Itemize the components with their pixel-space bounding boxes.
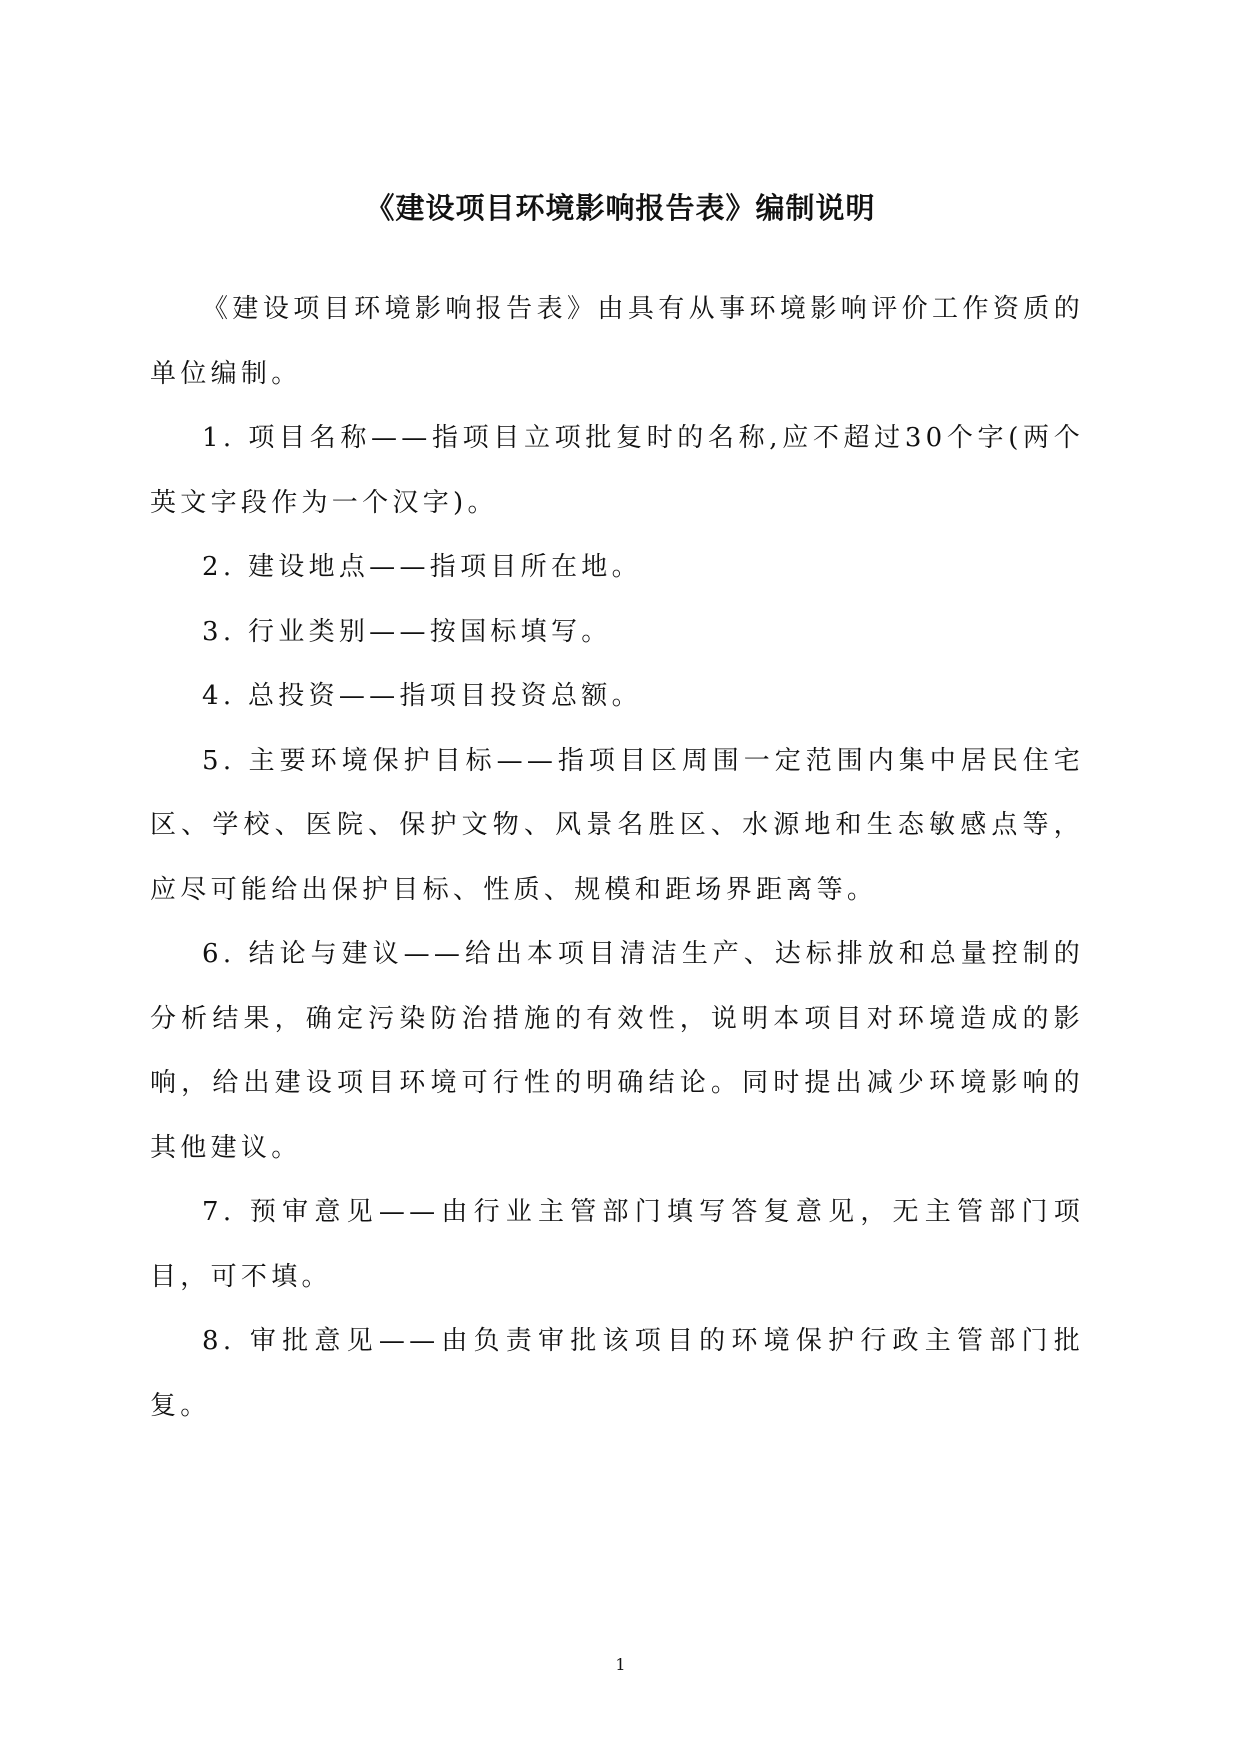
item-conclusions: 6. 结论与建议——给出本项目清洁生产、达标排放和总量控制的分析结果，确定污染防治措施的有效性，说明本项目对环境造成的影响，给出建设项目环境可行性的明确结论。同时提出减少环境影响的其他建议。 xyxy=(150,939,1084,1163)
document-body xyxy=(150,277,1084,1438)
item-industry-category: 3. 行业类别——按国标填写。 xyxy=(202,616,612,647)
page-number: 1 xyxy=(615,1655,626,1674)
item-protection-targets: 5. 主要环境保护目标——指项目区周围一定范围内集中居民住宅区、学校、医院、保护文物、风景名胜区、水源地和生态敏感点等，应尽可能给出保护目标、性质、规模和距场界距离等。 xyxy=(150,745,1084,905)
item-pre-review-opinion: 7. 预审意见——由行业主管部门填写答复意见，无主管部门项目，可不填。 xyxy=(150,1197,1084,1292)
item-construction-site: 2. 建设地点——指项目所在地。 xyxy=(202,552,642,582)
document-title: 《建设项目环境影响报告表》编制说明 xyxy=(365,191,876,225)
item-total-investment: 4. 总投资——指项目投资总额。 xyxy=(202,681,642,711)
intro-paragraph: 《建设项目环境影响报告表》由具有从事环境影响评价工作资质的单位编制。 xyxy=(150,294,1084,389)
item-approval-opinion: 8. 审批意见——由负责审批该项目的环境保护行政主管部门批复。 xyxy=(150,1326,1084,1421)
item-project-name: 1. 项目名称——指项目立项批复时的名称,应不超过30个字(两个英文字段作为一个汉字)。 xyxy=(150,423,1084,518)
